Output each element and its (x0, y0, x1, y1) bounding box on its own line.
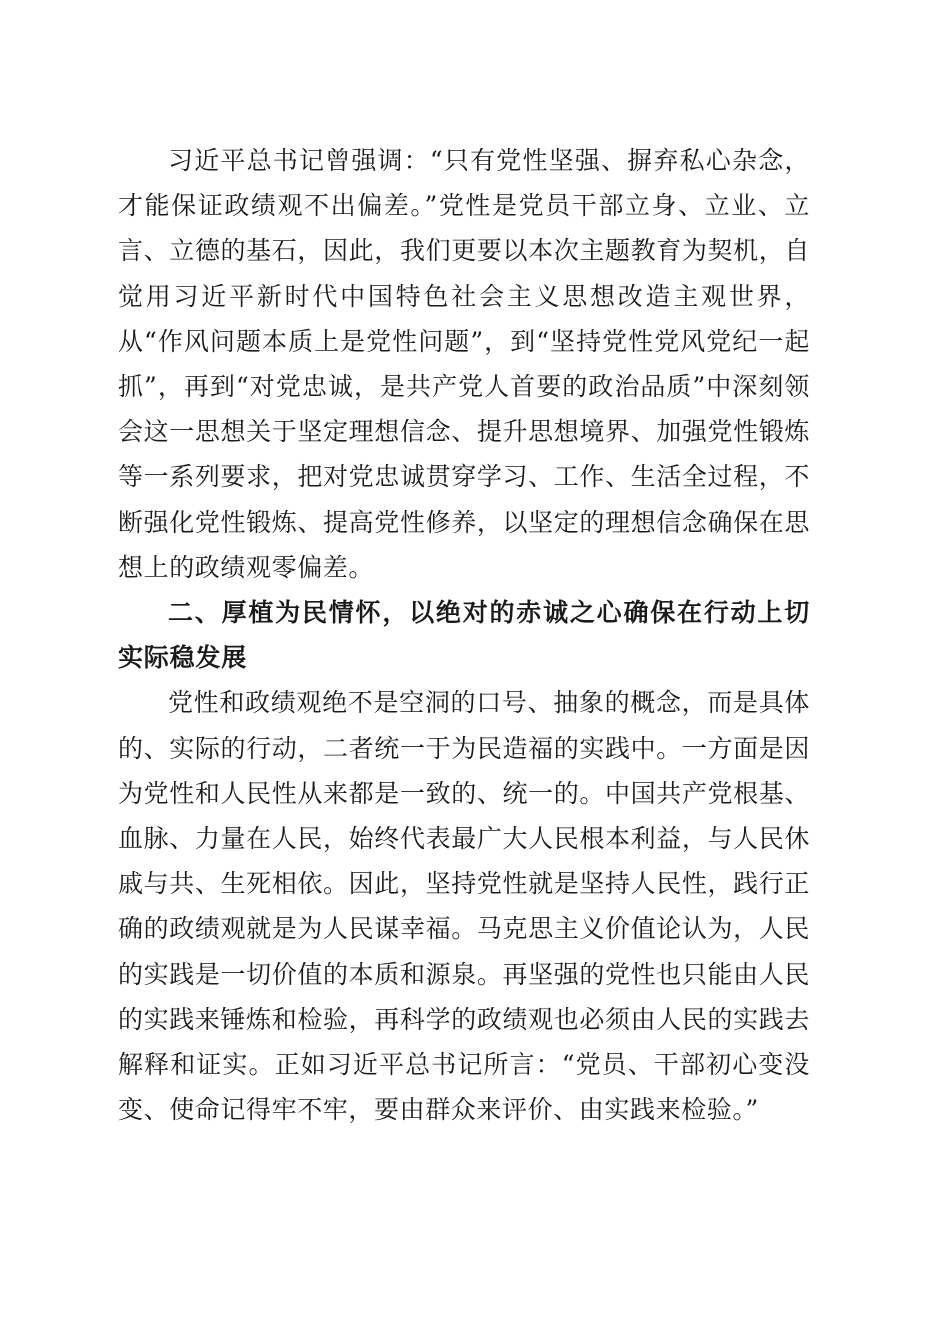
paragraph-people-practice: 党性和政绩观绝不是空洞的口号、抽象的概念，而是具体的、实际的行动，二者统一于为民造福的实践中。一方面是因为党性和人民性从来都是一致的、统一的。中国共产党根基、血脉、力量在人民，始终代表最广大人民根本利益，与人民休戚与共、生死相依。因此，坚持党性就是坚持人民性，践行正确的政绩观就是为人民谋幸福。马克思主义价值论认为，人民的实践是一切价值的本质和源泉。再坚强的党性也只能由人民的实践来锤炼和检验，再科学的政绩观也必须由人民的实践去解释和证实。正如习近平总书记所言：“党员、干部初心变没变、使命记得牢不牢，要由群众来评价、由实践来检验。” (118, 688, 810, 1125)
document-page (118, 138, 810, 1132)
section-heading-2: 二、厚植为民情怀，以绝对的赤诚之心确保在行动上切实际稳发展 (118, 598, 810, 673)
paragraph-party-spirit: 习近平总书记曾强调：“只有党性坚强、摒弃私心杂念，才能保证政绩观不出偏差。”党性是党员干部立身、立业、立言、立德的基石，因此，我们更要以本次主题教育为契机，自觉用习近平新时代中国特色社会主义思想改造主观世界，从“作风问题本质上是党性问题”，到“坚持党性党风党纪一起抓”，再到“对党忠诚，是共产党人首要的政治品质”中深刻领会这一思想关于坚定理想信念、提升思想境界、加强党性锻炼等一系列要求，把对党忠诚贯穿学习、工作、生活全过程，不断强化党性锻炼、提高党性修养，以坚定的理想信念确保在思想上的政绩观零偏差。 (118, 146, 810, 582)
